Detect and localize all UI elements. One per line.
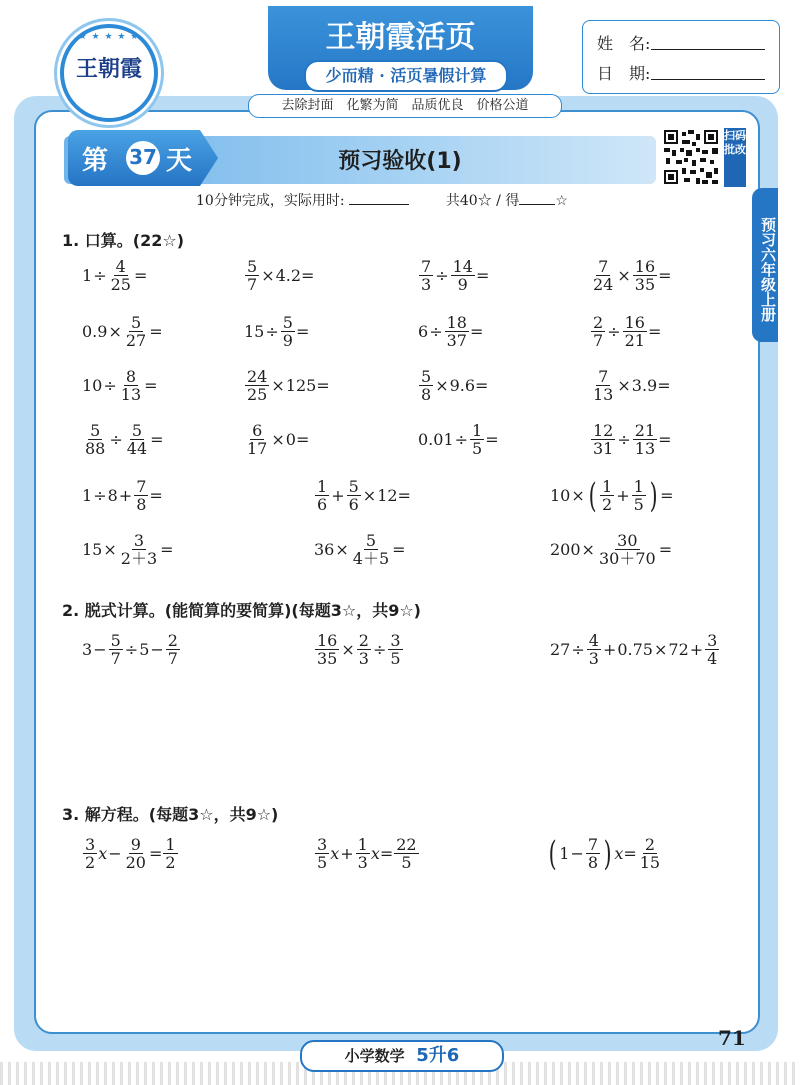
problem-1-4: $\frac{7}{24}$ × $\frac{16}{35}$ = — [593, 257, 672, 294]
problem-1-6: 15 ÷ $\frac{5}{9}$ = — [244, 313, 310, 350]
name-field[interactable] — [651, 33, 765, 50]
footer-grade: 5升6 — [416, 1045, 460, 1066]
page-number: 71 — [718, 1026, 746, 1050]
problem-1-3: $\frac{7}{3}$ ÷ $\frac{14}{9}$ = — [421, 257, 490, 294]
problem-3-2: $\frac{3}{5}$ x + $\frac{1}{3}$ x = $\frac{22}{5}$ — [317, 835, 417, 872]
problem-1-13: $\frac{5}{88}$ ÷ $\frac{5}{44}$ = — [85, 421, 164, 458]
problem-1-12: $\frac{7}{13}$ × 3.9= — [593, 367, 671, 404]
date-label: 日 期: — [597, 64, 651, 83]
name-date-box — [582, 20, 780, 94]
section-3-title: 3. 解方程。(每题3☆，共9☆) — [62, 805, 279, 824]
problem-1-22: 200 × $\frac{30}{30+70}$ = — [550, 531, 673, 568]
problem-1-16: $\frac{12}{31}$ ÷ $\frac{21}{13}$ = — [593, 421, 672, 458]
time-line — [196, 190, 568, 210]
section-2-title: 2. 脱式计算。(能简算的要简算)(每题3☆，共9☆) — [62, 601, 421, 620]
day-prefix: 第 — [82, 146, 109, 176]
scan-grade-label[interactable]: 扫码批改 — [724, 128, 746, 187]
problem-1-14: $\frac{6}{17}$ × 0= — [247, 421, 310, 458]
problem-1-9: 10 ÷ $\frac{8}{13}$ = — [82, 367, 158, 404]
logo-stars-icon: ★ ★ ★ ★ ★ — [78, 32, 140, 42]
score-field[interactable] — [519, 192, 555, 205]
problem-3-1: $\frac{3}{2}$ x − $\frac{9}{20}$ = $\frac{1}{2}$ — [85, 835, 176, 872]
problem-1-19: 10 × ( $\frac{1}{2}$ + $\frac{1}{5}$ ) = — [550, 475, 674, 516]
name-label: 姓 名: — [597, 34, 651, 53]
problem-2-1: 3 − $\frac{5}{7}$ ÷ 5 − $\frac{2}{7}$ — [82, 631, 178, 668]
time-text: 10分钟完成，实际用时: — [196, 193, 345, 209]
logo-text: 王朝霞 — [75, 56, 142, 82]
problem-1-15: 0.01 ÷ $\frac{1}{5}$ = — [418, 421, 499, 458]
qr-code-icon[interactable] — [662, 128, 720, 186]
problem-1-1: 1 ÷ $\frac{4}{25}$ = — [82, 257, 148, 294]
day-number: 37 — [129, 145, 157, 169]
problem-1-18: $\frac{1}{6}$ + $\frac{5}{6}$ × 12= — [317, 477, 411, 514]
section-1-title: 1. 口算。(22☆) — [62, 231, 185, 250]
problem-1-20: 15 × $\frac{3}{2+3}$ = — [82, 531, 174, 568]
problem-1-8: $\frac{2}{7}$ ÷ $\frac{16}{21}$ = — [593, 313, 662, 350]
problem-1-11: $\frac{5}{8}$ × 9.6= — [421, 367, 489, 404]
brand-title: 王朝霞活页 — [325, 20, 476, 55]
problem-2-2: $\frac{16}{35}$ × $\frac{2}{3}$ ÷ $\frac{3}{5}$ — [317, 631, 401, 668]
score-star: ☆ — [555, 193, 568, 209]
problem-3-3: ( 1 − $\frac{7}{8}$ ) x = $\frac{2}{15}$ — [548, 833, 661, 874]
problem-1-17: 1 ÷ 8 + $\frac{7}{8}$ = — [82, 477, 163, 514]
slogan: 去除封面 化繁为简 品质优良 价格公道 — [248, 94, 562, 118]
series-subtitle: 少而精 · 活页暑假计算 — [304, 60, 508, 92]
time-used-field[interactable] — [349, 192, 409, 205]
date-field[interactable] — [651, 63, 765, 80]
problem-1-5: 0.9 × $\frac{5}{27}$ = — [82, 313, 163, 350]
score-text: 共40☆ / 得 — [445, 193, 520, 209]
footer-subject: 小学数学 — [344, 1047, 405, 1065]
brand-logo — [60, 24, 158, 122]
lesson-title: 预习验收(1) — [338, 149, 462, 174]
problem-1-10: $\frac{24}{25}$ × 125= — [247, 367, 330, 404]
problem-1-21: 36 × $\frac{5}{4+5}$ = — [314, 531, 406, 568]
footer-label — [300, 1040, 504, 1072]
problem-2-3: 27 ÷ $\frac{4}{3}$ + 0.75 × 72 + $\frac{3}{4}$ — [550, 631, 718, 668]
side-tab: 预习六年级上册 — [752, 188, 778, 342]
day-suffix: 天 — [166, 146, 193, 176]
problem-1-2: $\frac{5}{7}$ × 4.2= — [247, 257, 315, 294]
problem-1-7: 6 ÷ $\frac{18}{37}$ = — [418, 313, 484, 350]
